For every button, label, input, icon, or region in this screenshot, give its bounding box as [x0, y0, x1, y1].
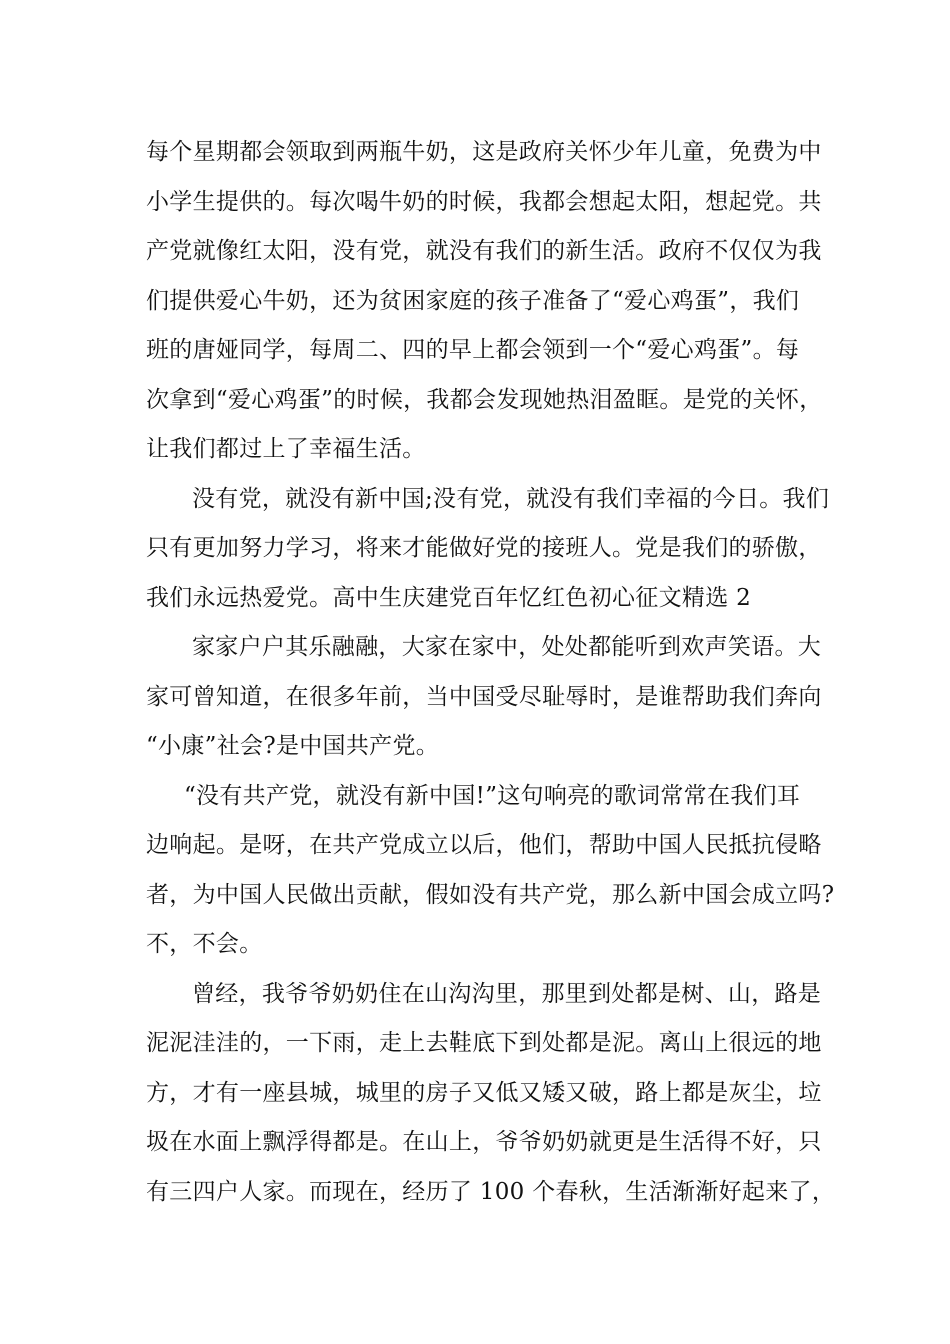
text-line: 只有更加努力学习，将来才能做好党的接班人。党是我们的骄傲，: [146, 535, 822, 561]
document-body: [146, 128, 836, 1217]
text-line: 小学生提供的。每次喝牛奶的时候，我都会想起太阳，想起党。共: [146, 188, 822, 215]
text-line: 方，才有一座县城，城里的房子又低又矮又破，路上都是灰尘，垃: [146, 1079, 822, 1106]
text-line: 每个星期都会领取到两瓶牛奶，这是政府关怀少年儿童，免费为中: [146, 139, 822, 165]
text-line: 们提供爱心牛奶，还为贫困家庭的孩子准备了“爱心鸡蛋”，我们: [146, 287, 800, 314]
text-line: 没有党，就没有新中国;没有党，就没有我们幸福的今日。我们: [192, 485, 830, 512]
text-line: 不，不会。: [146, 931, 263, 957]
text-line: 泥泥洼洼的，一下雨，走上去鞋底下到处都是泥。离山上很远的地: [146, 1030, 822, 1056]
text-line: 次拿到“爱心鸡蛋”的时候，我都会发现她热泪盈眶。是党的关怀，: [146, 386, 823, 413]
text-line: 边响起。是呀，在共产党成立以后，他们，帮助中国人民抵抗侵略: [146, 832, 822, 858]
text-line: 者，为中国人民做出贡献，假如没有共产党，那么新中国会成立吗?: [146, 881, 835, 908]
text-line: 曾经，我爷爷奶奶住在山沟沟里，那里到处都是树、山，路是: [192, 980, 822, 1007]
text-line: 让我们都过上了幸福生活。: [146, 436, 426, 462]
text-line: 我们永远热爱党。高中生庆建党百年忆红色初心征文精选 2: [146, 584, 752, 611]
text-line: 有三四户人家。而现在，经历了 100 个春秋，生活渐渐好起来了，: [146, 1178, 836, 1205]
text-line: 家可曾知道，在很多年前，当中国受尽耻辱时，是谁帮助我们奔向: [146, 683, 822, 710]
text-line: “小康”社会?是中国共产党。: [146, 733, 440, 759]
text-line: 产党就像红太阳，没有党，就没有我们的新生活。政府不仅仅为我: [146, 238, 822, 264]
text-line: 圾在水面上飘浮得都是。在山上，爷爷奶奶就更是生活得不好，只: [146, 1129, 822, 1155]
text-line: 班的唐娅同学，每周二、四的早上都会领到一个“爱心鸡蛋”。每: [146, 337, 800, 363]
text-line: 家家户户其乐融融，大家在家中，处处都能听到欢声笑语。大: [192, 634, 822, 660]
text-line: “没有共产党，就没有新中国!”这句响亮的歌词常常在我们耳: [184, 782, 801, 809]
